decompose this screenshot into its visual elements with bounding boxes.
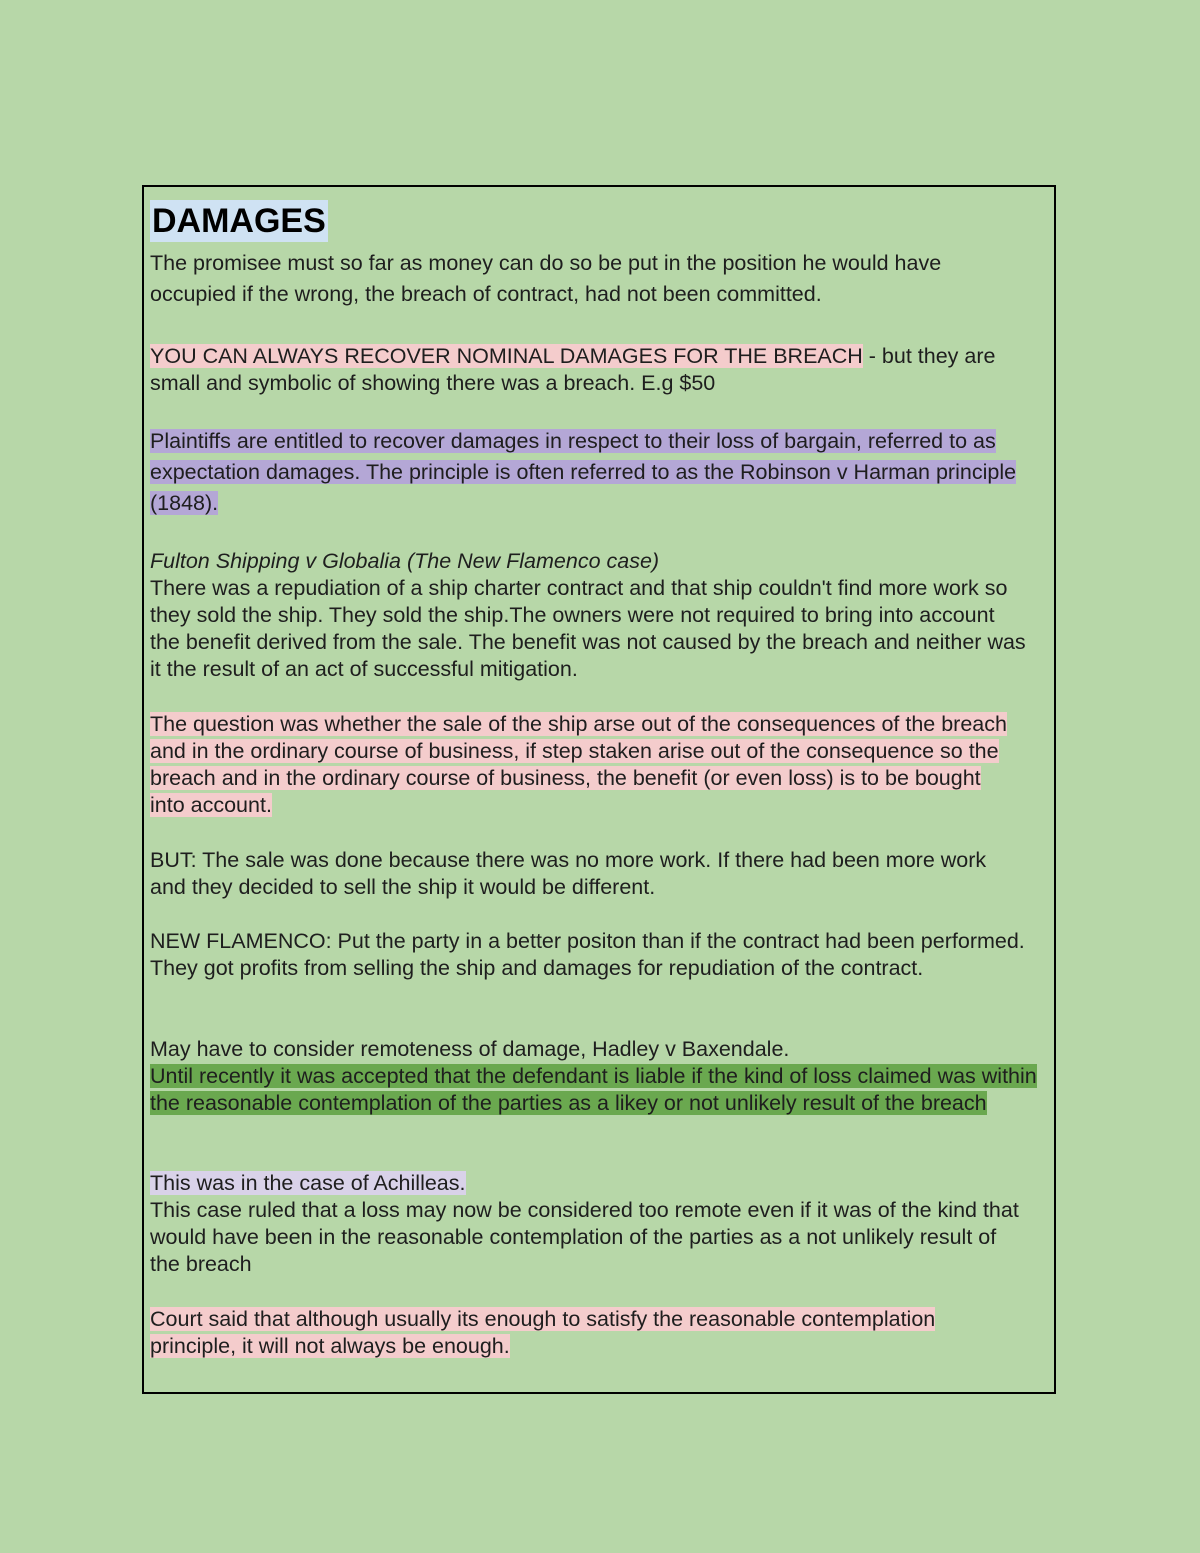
case-facts: There was a repudiation of a ship charter contract and that ship couldn't find more work so they sold the ship. They sold the ship.The owners were not required to bring into account the benefit derived from the sale. The benefit was not caused by the breach and neither was it the result of an act of successful mitigation. <box>150 576 1026 681</box>
nominal-damages-highlight: YOU CAN ALWAYS RECOVER NOMINAL DAMAGES FOR THE BREACH <box>150 344 863 368</box>
new-flamenco-text: NEW FLAMENCO: Put the party in a better positon than if the contract had been performed. They got profits from selling the ship and damages for repudiation of the contract. <box>150 929 1025 980</box>
paragraph-but <box>150 847 1020 901</box>
page-title: DAMAGES <box>152 202 326 240</box>
but-text: BUT: The sale was done because there was no more work. If there had been more work and they decided to sell the ship it would be different. <box>150 848 987 899</box>
paragraph-achilleas <box>150 1170 1020 1278</box>
case-section-fulton <box>150 548 1030 683</box>
nominal-damages-rest: - but they are small and symbolic of showing there was a breach. E.g $50 <box>150 344 996 395</box>
achilleas-ruling: This case ruled that a loss may now be considered too remote even if it was of the kind that would have been in the reasonable contemplation of the parties as a not unlikely result of the breach <box>150 1198 1019 1276</box>
question-highlight: The question was whether the sale of the ship arse out of the consequences of the breach and in the ordinary course of business, if step staken arise out of the consequence so the breach and in the ordinary course of business, the benefit (or even loss) is to be bought into account. <box>150 712 1007 817</box>
case-title: Fulton Shipping v Globalia (The New Flamenco case) <box>150 549 660 573</box>
achilleas-highlight: This was in the case of Achilleas. <box>150 1171 466 1195</box>
paragraph-new-flamenco <box>150 928 1030 982</box>
reasonable-contemplation-highlight: Until recently it was accepted that the defendant is liable if the kind of loss claimed was within the reasonable contemplation of the parties as a likey or not unlikely result of the breach <box>150 1064 1037 1115</box>
court-said-highlight: Court said that although usually its enough to satisfy the reasonable contemplation principle, it will not always be enough. <box>150 1307 936 1358</box>
paragraph-court-said <box>150 1306 1020 1360</box>
paragraph-nominal-damages <box>150 343 1040 397</box>
paragraph-remoteness <box>150 1036 1050 1117</box>
paragraph-definition-text: The promisee must so far as money can do so be put in the position he would have occupied if the wrong, the breach of contract, had not been committed. <box>150 251 942 306</box>
expectation-damages-highlight: Plaintiffs are entitled to recover damages in respect to their loss of bargain, referred to as expectation damages. The principle is often referred to as the Robinson v Harman principle (1848). <box>150 429 1017 515</box>
remoteness-text: May have to consider remoteness of damage, Hadley v Baxendale. <box>150 1037 790 1061</box>
paragraph-question <box>150 711 1020 819</box>
paragraph-expectation-damages <box>150 426 1055 519</box>
paragraph-definition <box>150 248 1030 310</box>
